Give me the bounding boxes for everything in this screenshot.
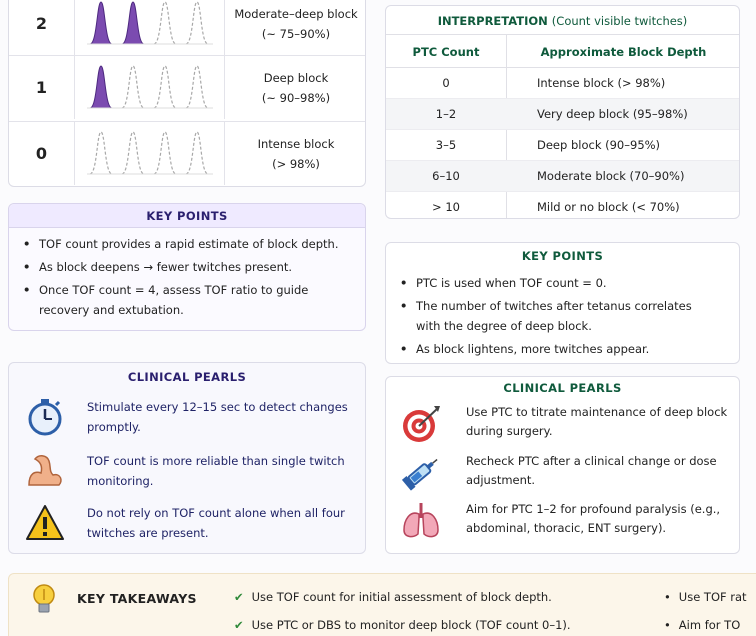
pearl-text: Stimulate every 12–15 sec to detect changes promptly.: [87, 400, 348, 434]
key-points-left: [8, 203, 366, 331]
pearl-item: [25, 503, 355, 547]
clinical-pearls-left: [8, 362, 366, 554]
ptc-count-cell: 6–10: [432, 169, 460, 183]
table-row: [386, 130, 739, 161]
tof-count-value: 2: [9, 0, 75, 55]
stopwatch-icon: [25, 397, 65, 437]
interpretation-subtitle: (Count visible twitches): [551, 14, 688, 28]
twitch-graphic: [75, 56, 225, 119]
block-depth-cell: Moderate block (70–90%): [537, 169, 685, 183]
pearl-item: [25, 451, 355, 495]
list-item: • As block deepens → fewer twitches present.: [23, 257, 355, 277]
clinical-pearls-title: CLINICAL PEARLS: [127, 370, 247, 384]
pearl-item: [25, 397, 355, 441]
block-depth-cell: Very deep block (95–98%): [537, 107, 688, 121]
ptc-count-cell: > 10: [432, 200, 460, 214]
key-points-title: KEY POINTS: [521, 249, 604, 263]
pearl-item: [400, 500, 729, 546]
tof-count-table: [8, 0, 366, 187]
key-takeaways-banner: [8, 573, 756, 636]
block-depth-range: (~ 75–90%): [261, 26, 331, 41]
takeaway-item: ✔ Use PTC or DBS to monitor deep block (TOF count 0–1).: [234, 618, 571, 632]
lungs-icon: [400, 500, 442, 542]
pearl-text: Recheck PTC after a clinical change or dose adjustment.: [466, 454, 717, 487]
twitch-present: [122, 2, 144, 44]
block-depth-cell: Intense block (> 98%): [537, 76, 666, 90]
block-depth-label: Deep block: [263, 70, 329, 85]
takeaway-item: • Aim for TO: [664, 618, 741, 632]
warning-icon: [25, 503, 65, 543]
pearl-text: Aim for PTC 1–2 for profound paralysis (e.g., abdominal, thoracic, ENT surgery).: [466, 502, 721, 535]
interpretation-heading: INTERPRETATION: [437, 14, 548, 28]
list-item: • As block lightens, more twitches appear.: [400, 339, 729, 359]
pearl-text: TOF count is more reliable than single twitch monitoring.: [87, 454, 345, 488]
pearl-text: Do not rely on TOF count alone when all four twitches are present.: [87, 506, 345, 540]
table-header: [386, 34, 739, 68]
target-icon: [400, 403, 442, 445]
flexed-arm-icon: [25, 451, 65, 491]
interpretation-table: [385, 5, 740, 219]
twitch-present: [90, 66, 112, 108]
twitch-absent: [122, 66, 144, 108]
tof-count-value: 0: [9, 122, 75, 185]
takeaway-item: ✔ Use TOF count for initial assessment of block depth.: [234, 590, 552, 604]
twitch-present: [90, 2, 112, 44]
twitch-absent: [186, 2, 208, 44]
table-row: [386, 161, 739, 192]
check-icon: ✔: [234, 618, 244, 632]
list-item: • The number of twitches after tetanus correlates with the degree of deep block.: [400, 296, 710, 336]
ptc-count-cell: 0: [442, 76, 450, 90]
block-depth-label: Intense block: [257, 136, 335, 151]
block-depth-description: [225, 122, 366, 185]
block-depth-description: [225, 56, 366, 119]
ptc-count-cell: 3–5: [435, 138, 457, 152]
block-depth-range: (> 98%): [272, 156, 320, 171]
list-item: • PTC is used when TOF count = 0.: [400, 273, 729, 293]
key-points-title: KEY POINTS: [9, 204, 365, 228]
column-header-block-depth: Approximate Block Depth: [540, 45, 707, 59]
pearl-item: [400, 452, 729, 498]
block-depth-range: (~ 90–98%): [261, 90, 331, 105]
clinical-pearls-title: CLINICAL PEARLS: [503, 381, 622, 395]
tof-row: [9, 55, 366, 119]
check-icon: ✔: [234, 590, 244, 604]
key-points-list: [400, 273, 729, 362]
ptc-count-cell: 1–2: [435, 107, 457, 121]
block-depth-cell: Mild or no block (< 70%): [537, 200, 680, 214]
twitch-graphic: [75, 0, 225, 55]
twitch-absent: [90, 132, 112, 174]
tof-row: [9, 0, 366, 55]
lightbulb-icon: [29, 582, 59, 622]
list-item: • TOF count provides a rapid estimate of block depth.: [23, 234, 355, 254]
syringe-icon: [400, 452, 442, 494]
table-row: [386, 99, 739, 130]
clinical-pearls-right: [385, 376, 740, 554]
block-depth-description: [225, 0, 366, 55]
twitch-absent: [122, 132, 144, 174]
tof-count-value: 1: [9, 56, 75, 119]
key-points-list: [23, 234, 355, 323]
twitch-absent: [186, 132, 208, 174]
interpretation-title: [386, 14, 739, 28]
twitch-absent: [154, 66, 176, 108]
twitch-absent: [186, 66, 208, 108]
list-item: • Once TOF count = 4, assess TOF ratio to guide recovery and extubation.: [23, 280, 323, 320]
column-header-ptc-count: PTC Count: [412, 45, 480, 59]
block-depth-label: Moderate–deep block: [234, 6, 358, 21]
tof-row: [9, 121, 366, 185]
key-points-right: [385, 242, 740, 364]
pearl-item: [400, 403, 729, 449]
pearl-text: Use PTC to titrate maintenance of deep block during surgery.: [466, 405, 728, 438]
key-takeaways-title: KEY TAKEAWAYS: [77, 591, 197, 606]
twitch-absent: [154, 2, 176, 44]
table-row: [386, 192, 739, 219]
twitch-absent: [154, 132, 176, 174]
takeaway-item: • Use TOF rat: [664, 590, 747, 604]
block-depth-cell: Deep block (90–95%): [537, 138, 661, 152]
twitch-graphic: [75, 122, 225, 185]
table-row: [386, 68, 739, 99]
